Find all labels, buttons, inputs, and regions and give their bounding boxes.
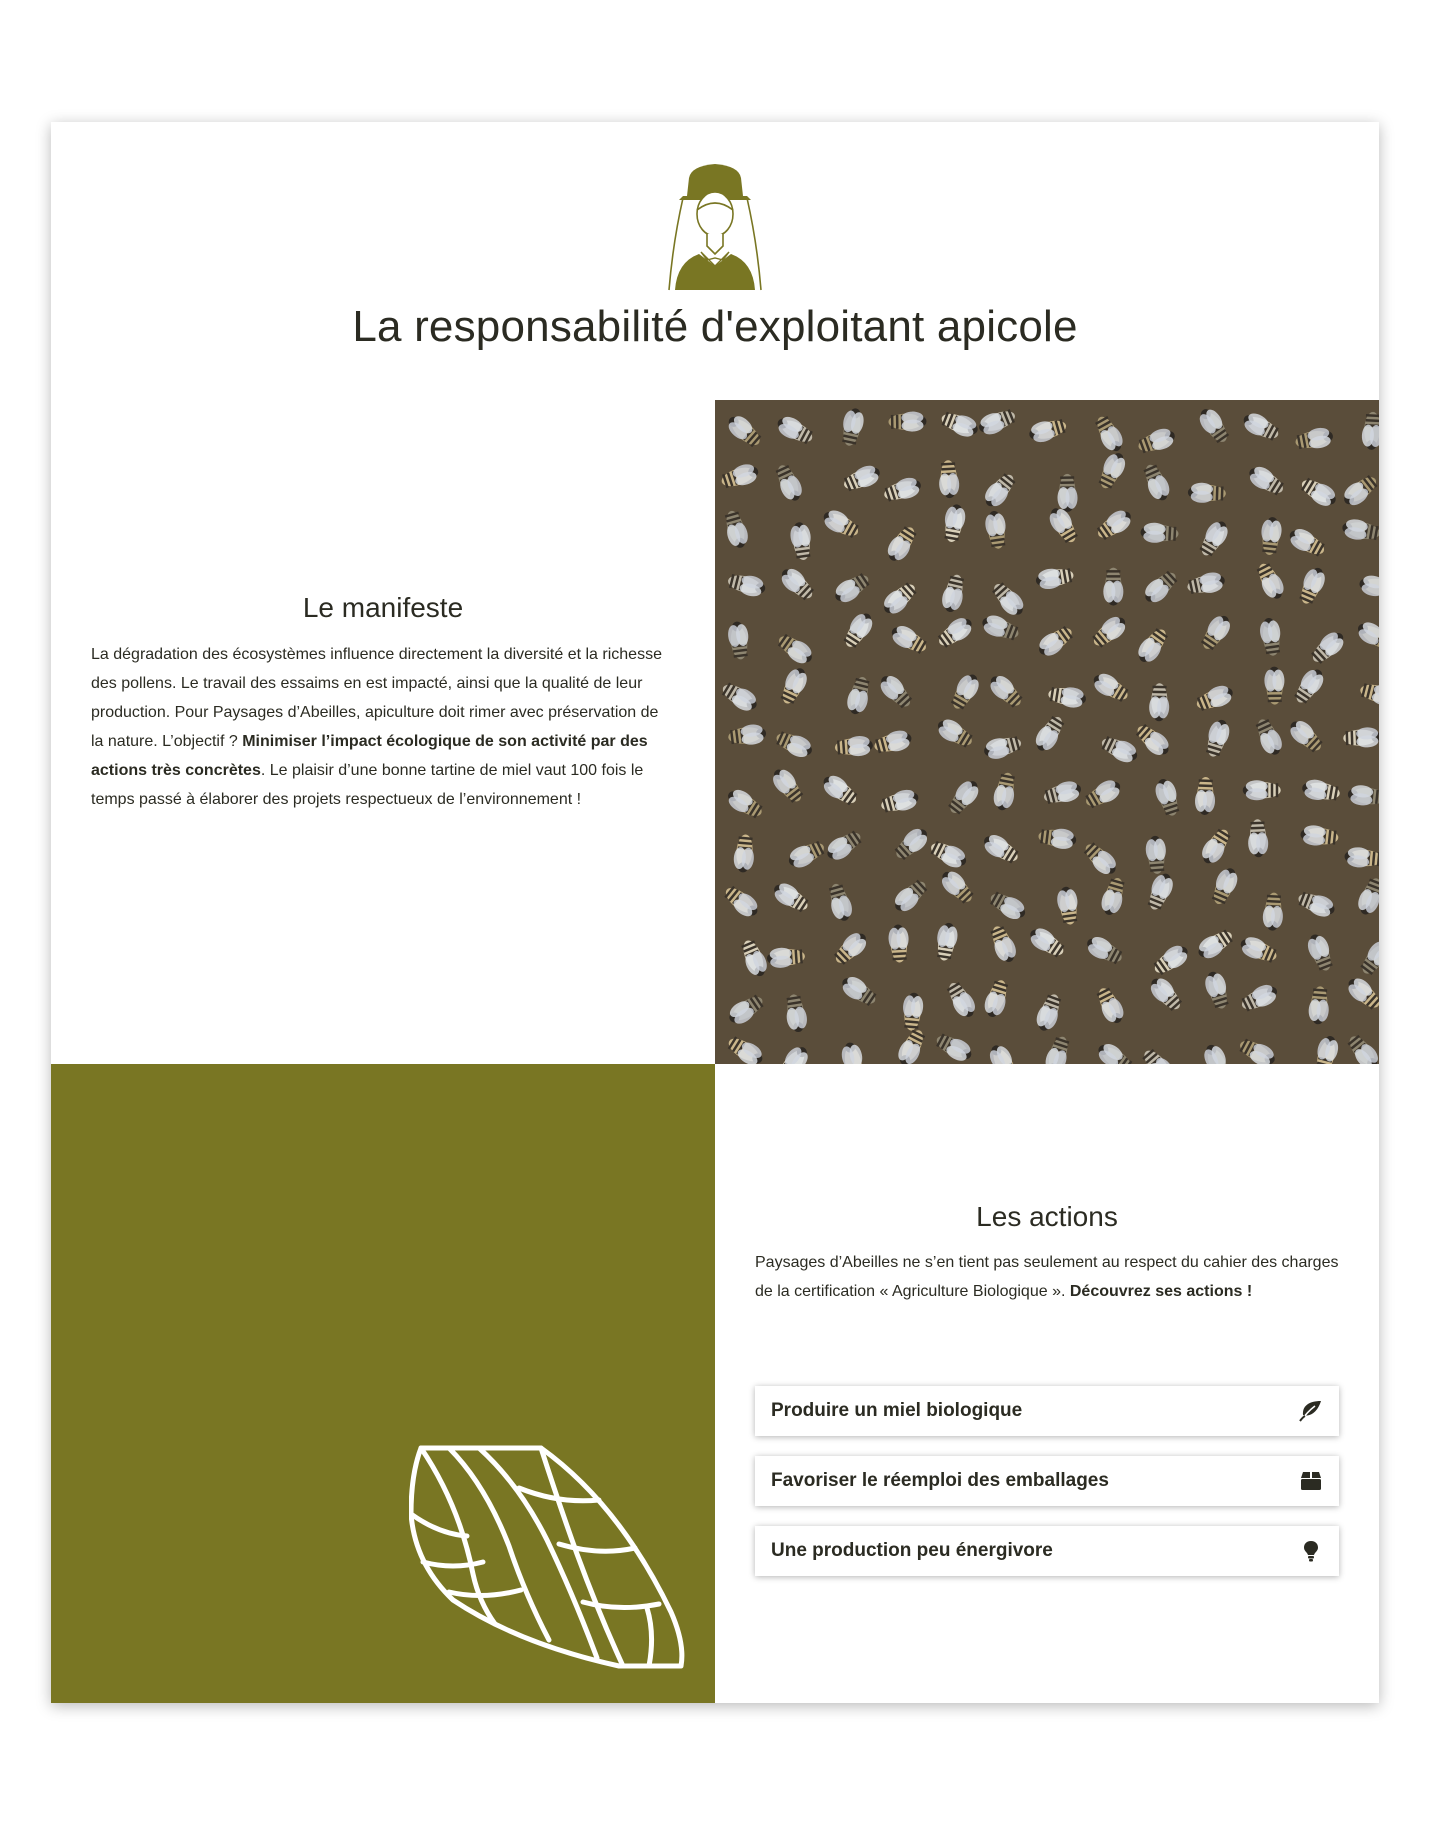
actions-section <box>715 1064 1379 1703</box>
accordion-item-low-energy[interactable] <box>755 1526 1339 1576</box>
content-card <box>51 122 1379 1703</box>
manifesto-text-bold: Minimiser l’impact écologique de son activité par des actions très concrètes <box>91 733 648 779</box>
accordion-item-label: Une production peu énergivore <box>771 1540 1053 1561</box>
leaf-icon <box>1299 1399 1323 1423</box>
actions-accordion <box>755 1386 1339 1596</box>
actions-text-part: Paysages d’Abeilles ne s’en tient pas seulement au respect du cahier des charges de la certification « Agriculture Biologique ». <box>755 1254 1339 1300</box>
manifesto-text <box>91 640 675 814</box>
accordion-item-label: Favoriser le réemploi des emballages <box>771 1470 1109 1491</box>
manifesto-text-part: La dégradation des écosystèmes influence directement la diversité et la richesse des pollens. Le travail des essaims en est impacté, ainsi que la qualité de leur production. Pour Paysages d’Abeilles, apiculture doit rimer avec préservation de la nature. L’objectif ? <box>91 646 662 750</box>
accordion-item-packaging-reuse[interactable] <box>755 1456 1339 1506</box>
actions-title: Les actions <box>976 1201 1118 1232</box>
page-title: La responsabilité d'exploitant apicole <box>352 302 1078 351</box>
lightbulb-icon <box>1299 1539 1323 1563</box>
manifesto-title: Le manifeste <box>302 592 464 623</box>
bee-wing-icon <box>409 1444 689 1674</box>
bees-photo <box>715 400 1379 1064</box>
actions-text-bold: Découvrez ses actions ! <box>1069 1283 1253 1300</box>
box-icon <box>1299 1469 1323 1493</box>
hero-section <box>51 122 1379 400</box>
actions-text <box>755 1248 1339 1306</box>
bees-illustration <box>715 400 1379 1064</box>
manifesto-text-part: . Le plaisir d’une bonne tartine de miel vaut 100 fois le temps passé à élaborer des projets respectueux de l’environnement ! <box>91 762 644 808</box>
accordion-item-organic-honey[interactable] <box>755 1386 1339 1436</box>
decorative-panel <box>51 1064 715 1703</box>
beekeeper-icon <box>661 162 769 294</box>
accordion-item-label: Produire un miel biologique <box>771 1400 1023 1421</box>
manifesto-section <box>51 400 715 1064</box>
